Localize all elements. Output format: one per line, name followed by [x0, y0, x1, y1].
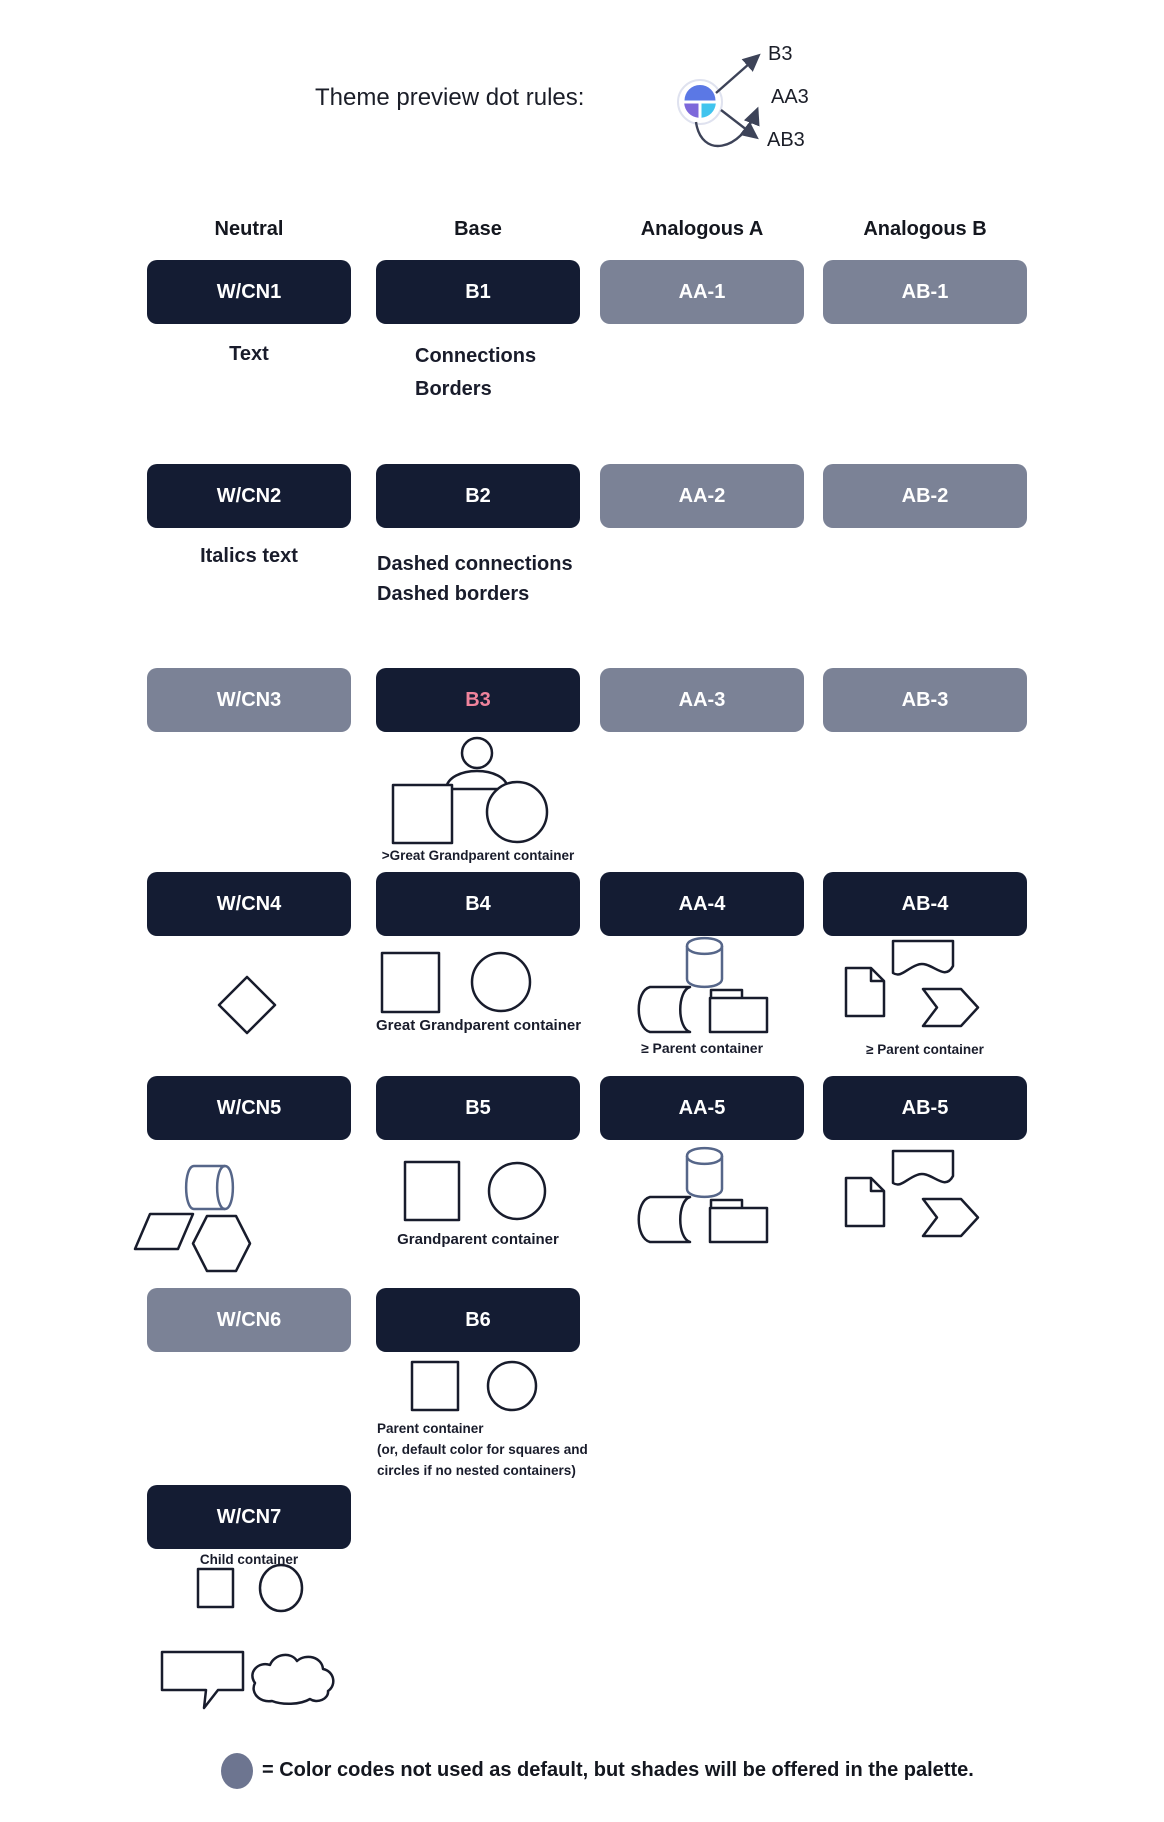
theme-preview-dot-icon	[678, 80, 722, 124]
caption-parent-container-note1: (or, default color for squares and	[377, 1442, 588, 1457]
circle-shape	[472, 953, 530, 1011]
analogous-a-shape-group	[639, 1148, 767, 1242]
chevron-shape	[923, 1199, 978, 1236]
arrow-to-b3	[716, 56, 758, 93]
legend-dot	[221, 1753, 253, 1789]
swatch-aa5: AA-5	[600, 1076, 804, 1140]
circle-shape	[488, 1362, 536, 1410]
caption-child-container: Child container	[199, 1552, 299, 1567]
database-cylinder-shape	[687, 1148, 722, 1197]
person-shape	[446, 738, 508, 789]
swatch-b2: B2	[376, 464, 580, 528]
swatch-aa1: AA-1	[600, 260, 804, 324]
speech-bubble-shape	[162, 1652, 243, 1708]
square-shape	[393, 785, 452, 843]
dot-rule-label-b3: B3	[768, 43, 793, 65]
circle-shape	[489, 1163, 545, 1219]
swatch-ab3: AB-3	[823, 668, 1027, 732]
swatch-wcn1: W/CN1	[147, 260, 351, 324]
swatch-ab2: AB-2	[823, 464, 1027, 528]
swatch-ab4: AB-4	[823, 872, 1027, 936]
dot-rule-label-ab3: AB3	[767, 129, 805, 151]
caption-dashed-borders: Dashed borders	[377, 583, 530, 605]
analogous-b-shape-group	[846, 1151, 978, 1236]
horizontal-cylinder-shape	[186, 1166, 233, 1209]
chevron-shape	[923, 989, 978, 1026]
caption-great-grandparent-gt: >Great Grandparent container	[381, 848, 575, 863]
swatch-ab1: AB-1	[823, 260, 1027, 324]
swatch-wcn4: W/CN4	[147, 872, 351, 936]
hexagon-shape	[193, 1216, 250, 1271]
square-shape	[412, 1362, 458, 1410]
circle-shape	[260, 1565, 302, 1611]
square-shape	[198, 1569, 233, 1607]
caption-grandparent: Grandparent container	[397, 1231, 559, 1248]
swatch-b1: B1	[376, 260, 580, 324]
document-wave-shape	[893, 941, 953, 974]
neutral-5-shape-group	[135, 1166, 250, 1271]
caption-parent-container: Parent container	[377, 1421, 484, 1436]
caption-text: Text	[229, 343, 269, 365]
legend-text: = Color codes not used as default, but shades will be offered in the palette.	[262, 1759, 974, 1781]
dot-rule-label-aa3: AA3	[771, 86, 809, 108]
swatch-b3: B3	[376, 668, 580, 732]
column-header-base: Base	[454, 218, 502, 240]
cloud-shape	[252, 1655, 333, 1704]
page-folded-corner-shape	[846, 968, 884, 1016]
page-title: Theme preview dot rules:	[315, 84, 585, 111]
caption-connections: Connections	[415, 345, 537, 367]
swatch-b4: B4	[376, 872, 580, 936]
column-header-analogous-a: Analogous A	[640, 218, 764, 240]
analogous-a-shape-group	[639, 938, 767, 1032]
circle-shape	[487, 782, 547, 842]
caption-italics-text: Italics text	[200, 545, 298, 567]
swatch-aa3: AA-3	[600, 668, 804, 732]
stored-data-shape	[639, 987, 690, 1032]
folder-shape	[710, 1208, 767, 1242]
caption-dashed-connections: Dashed connections	[377, 553, 573, 575]
page-folded-corner-shape	[846, 1178, 884, 1226]
caption-borders: Borders	[415, 378, 492, 400]
database-cylinder-shape	[687, 938, 722, 987]
column-header-neutral: Neutral	[214, 218, 284, 240]
swatch-aa4: AA-4	[600, 872, 804, 936]
parallelogram-shape	[135, 1214, 193, 1249]
swatch-aa2: AA-2	[600, 464, 804, 528]
folder-shape	[710, 998, 767, 1032]
column-header-analogous-b: Analogous B	[863, 218, 987, 240]
caption-great-grandparent: Great Grandparent container	[376, 1017, 582, 1034]
swatch-wcn5: W/CN5	[147, 1076, 351, 1140]
caption-parent-ab: ≥ Parent container	[866, 1042, 984, 1057]
square-shape	[382, 953, 439, 1012]
caption-parent-aa: ≥ Parent container	[640, 1040, 764, 1056]
caption-parent-container-note2: circles if no nested containers)	[377, 1463, 576, 1478]
diamond-shape	[219, 977, 275, 1033]
stored-data-shape	[639, 1197, 690, 1242]
swatch-b6: B6	[376, 1288, 580, 1352]
swatch-wcn6: W/CN6	[147, 1288, 351, 1352]
swatch-wcn3: W/CN3	[147, 668, 351, 732]
analogous-b-shape-group	[846, 941, 978, 1026]
square-shape	[405, 1162, 459, 1220]
swatch-b5: B5	[376, 1076, 580, 1140]
document-wave-shape	[893, 1151, 953, 1184]
swatch-wcn7: W/CN7	[147, 1485, 351, 1549]
swatch-wcn2: W/CN2	[147, 464, 351, 528]
swatch-ab5: AB-5	[823, 1076, 1027, 1140]
